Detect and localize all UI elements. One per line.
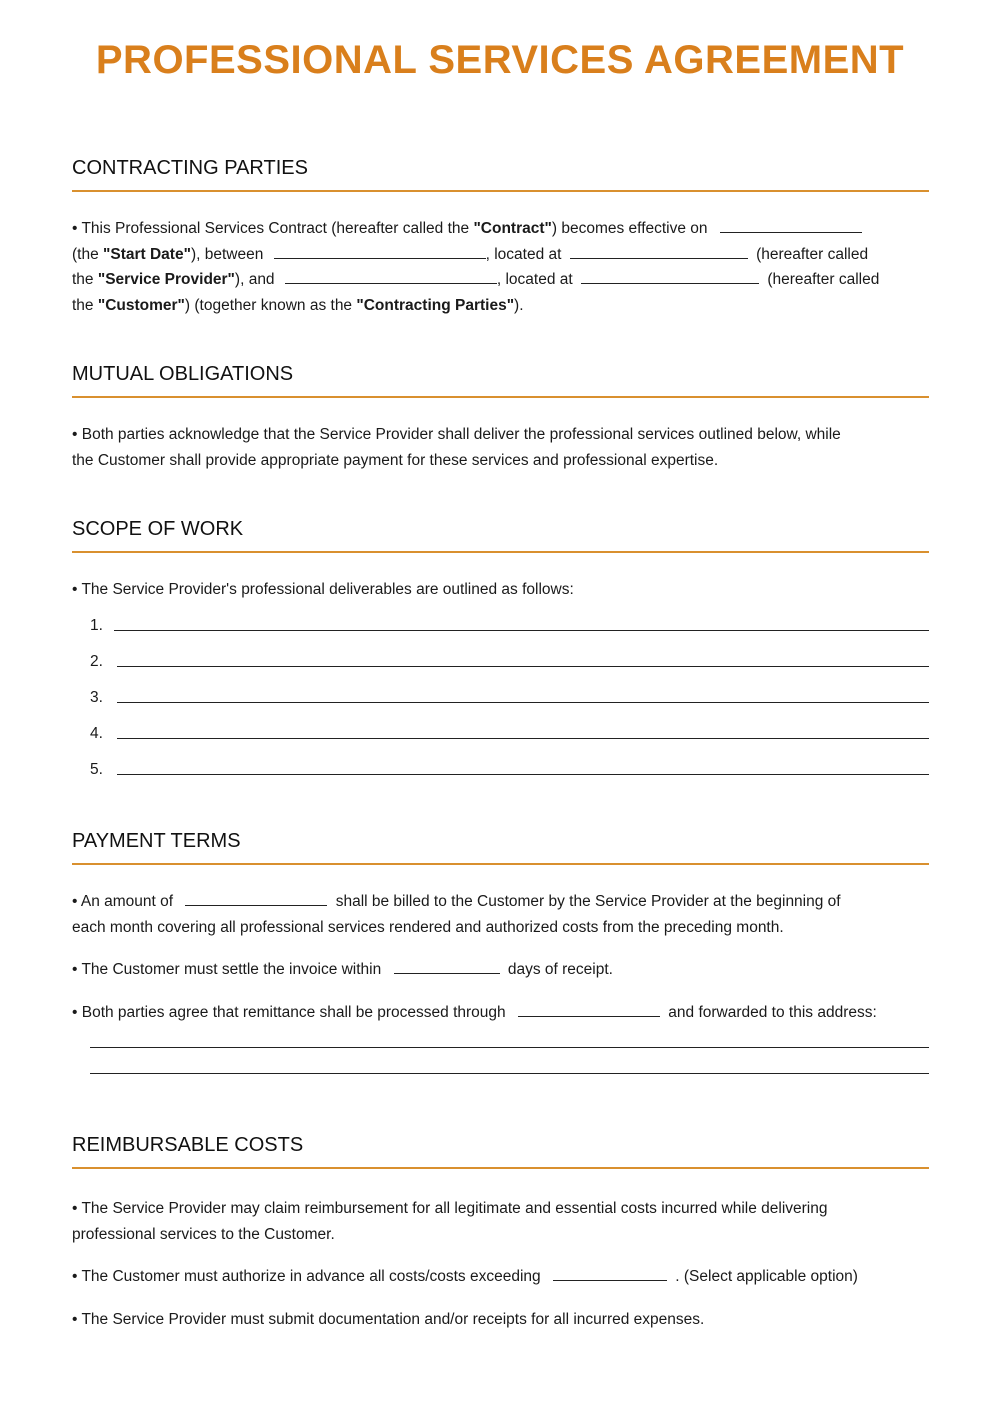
section-reimbursable-costs <box>72 1133 929 1332</box>
customer-address-blank[interactable] <box>581 269 759 284</box>
section-heading: SCOPE OF WORK <box>72 517 929 553</box>
section-heading: MUTUAL OBLIGATIONS <box>72 362 929 398</box>
amount-blank[interactable] <box>185 891 327 906</box>
contracting-parties-paragraph: • This Professional Services Contract (hereafter called the "Contract") becomes effective on (the "Start Date"), between , located at (hereafter called the "Service Provider"), and , located at (hereafter called the "Customer") (together known as the "Contracting Parties"). <box>72 220 880 314</box>
payment-method-paragraph: • Both parties agree that remittance shall be processed through and forwarded to this address: <box>72 1003 877 1021</box>
deliverable-row <box>72 761 929 797</box>
payment-method-blank[interactable] <box>518 1002 660 1017</box>
start-date-blank[interactable] <box>720 218 862 233</box>
payment-amount-paragraph: • An amount of shall be billed to the Customer by the Service Provider at the beginning of each month covering all professional services rendered and authorized costs from the preceding month. <box>72 893 841 936</box>
deliverable-number: 2. <box>90 652 103 670</box>
remittance-address-line-1[interactable] <box>90 1047 929 1048</box>
section-heading: CONTRACTING PARTIES <box>72 156 929 192</box>
page-title: PROFESSIONAL SERVICES AGREEMENT <box>95 38 905 82</box>
deliverable-blank[interactable] <box>117 774 929 775</box>
deliverable-number: 4. <box>90 724 103 742</box>
deliverable-row <box>72 689 929 725</box>
mutual-obligations-paragraph: • Both parties acknowledge that the Service Provider shall deliver the professional services outlined below, while the Customer shall provide appropriate payment for these services and professional expertise. <box>72 426 841 469</box>
section-payment-terms <box>72 829 929 1091</box>
days-blank[interactable] <box>394 959 500 974</box>
section-heading: PAYMENT TERMS <box>72 829 929 865</box>
documentation-paragraph: • The Service Provider must submit documentation and/or receipts for all incurred expenses. <box>72 1310 705 1328</box>
deliverable-blank[interactable] <box>117 666 929 667</box>
section-contracting-parties <box>72 156 929 318</box>
section-scope-of-work <box>72 517 929 797</box>
section-mutual-obligations <box>72 362 929 473</box>
payment-due-paragraph: • The Customer must settle the invoice within days of receipt. <box>72 961 613 978</box>
deliverable-row <box>72 653 929 689</box>
deliverable-number: 1. <box>90 616 103 634</box>
service-provider-address-blank[interactable] <box>570 244 748 259</box>
customer-name-blank[interactable] <box>285 269 497 284</box>
deliverable-row <box>72 617 929 653</box>
deliverable-number: 3. <box>90 688 103 706</box>
deliverable-blank[interactable] <box>114 630 929 631</box>
deliverable-blank[interactable] <box>117 702 929 703</box>
remittance-address-line-2[interactable] <box>90 1073 929 1074</box>
deliverable-row <box>72 725 929 761</box>
scope-intro: • The Service Provider's professional deliverables are outlined as follows: <box>72 581 574 598</box>
service-provider-name-blank[interactable] <box>274 244 486 259</box>
section-heading: REIMBURSABLE COSTS <box>72 1133 929 1169</box>
deliverable-number: 5. <box>90 760 103 778</box>
deliverable-blank[interactable] <box>117 738 929 739</box>
cost-authorization-paragraph: • The Customer must authorize in advance all costs/costs exceeding . (Select applicable option) <box>72 1268 858 1285</box>
cost-threshold-blank[interactable] <box>553 1266 667 1281</box>
reimbursement-claim-paragraph: • The Service Provider may claim reimbursement for all legitimate and essential costs incurred while delivering professional services to the Customer. <box>72 1200 828 1243</box>
